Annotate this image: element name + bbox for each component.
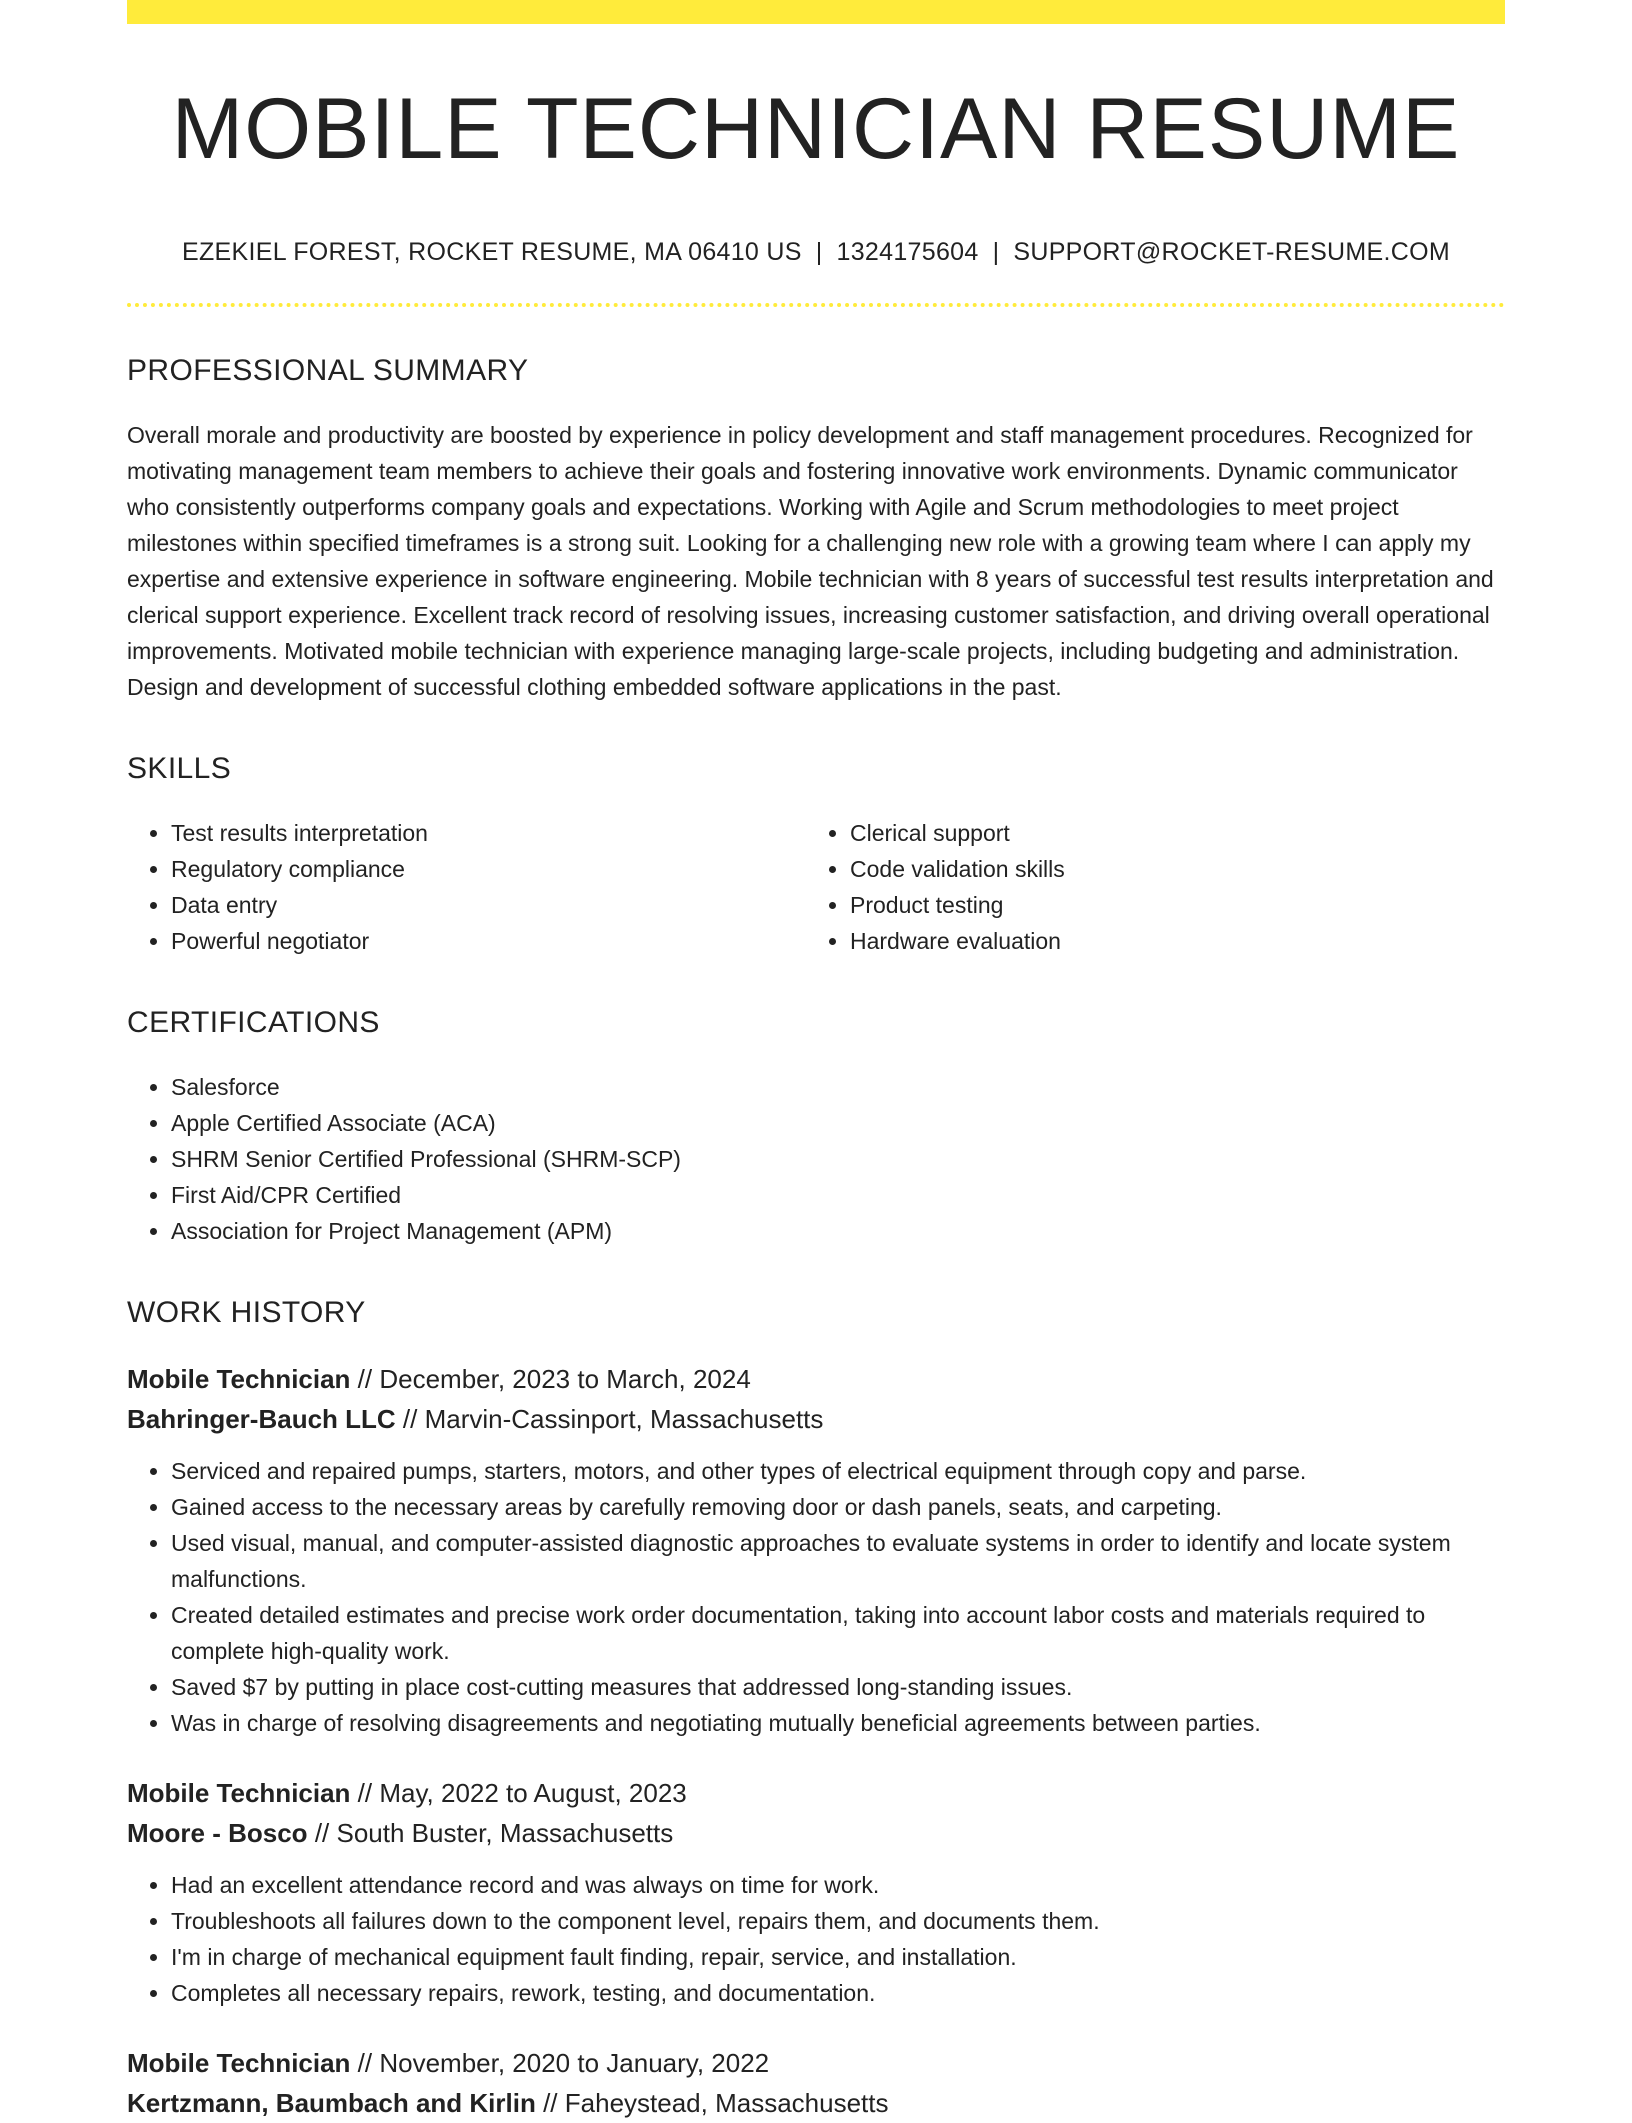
certification-item: • SHRM Senior Certified Professional (SHRM-SCP) [171, 1141, 1505, 1177]
job-separator: // [543, 2087, 558, 2118]
job-entry [127, 2043, 1505, 2123]
job-bullet: • Completes all necessary repairs, rework, testing, and documentation. [171, 1975, 1505, 2011]
job-location: South Buster, Massachusetts [336, 1817, 674, 1848]
work-history-heading: WORK HISTORY [127, 1295, 366, 1329]
job-separator: // [402, 1403, 418, 1434]
certifications-list [127, 1069, 1505, 1249]
skills-list [127, 815, 1505, 959]
job-separator: // [357, 2047, 373, 2078]
resume-title: MOBILE TECHNICIAN RESUME [171, 81, 1461, 177]
job-dates: December, 2023 to March, 2024 [379, 1363, 751, 1394]
job-company: Bahringer-Bauch LLC [127, 1403, 396, 1434]
job-bullet: • Gained access to the necessary areas by carefully removing door or dash panels, seats, and carpeting. [171, 1489, 1505, 1525]
job-company-line [127, 1399, 1505, 1439]
job-title: Mobile Technician [127, 2047, 351, 2078]
job-company: Moore - Bosco [127, 1817, 308, 1848]
job-title-line [127, 2043, 1505, 2083]
top-accent-bar [127, 0, 1505, 24]
contact-email: SUPPORT@ROCKET-RESUME.COM [1013, 237, 1450, 266]
skill-item: • Test results interpretation [171, 815, 806, 851]
skill-item: • Data entry [171, 887, 806, 923]
job-bullet: • Created detailed estimates and precise work order documentation, taking into account labor costs and materials required to complete high-quality work. [171, 1597, 1505, 1669]
job-bullet: • Was in charge of resolving disagreements and negotiating mutually beneficial agreements between parties. [171, 1705, 1505, 1741]
skills-heading: SKILLS [127, 751, 232, 785]
certification-item: • Association for Project Management (APM) [171, 1213, 1505, 1249]
job-bullet: • Troubleshoots all failures down to the component level, repairs them, and documents them. [171, 1903, 1505, 1939]
job-separator: // [314, 1817, 330, 1848]
job-bullet: • Serviced and repaired pumps, starters, motors, and other types of electrical equipment through copy and parse. [171, 1453, 1505, 1489]
job-entry [127, 1359, 1505, 1741]
skill-item: • Powerful negotiator [171, 923, 806, 959]
job-company-line [127, 1813, 1505, 1853]
contact-separator: | [815, 237, 823, 266]
job-title: Mobile Technician [127, 1777, 351, 1808]
job-location: Faheystead, Massachusetts [564, 2087, 889, 2118]
job-bullets [127, 1867, 1505, 2011]
skill-item: • Clerical support [850, 815, 1505, 851]
job-entry [127, 1773, 1505, 2011]
resume-page [127, 0, 1505, 2123]
job-company-line [127, 2083, 1505, 2123]
certification-item: • Salesforce [171, 1069, 1505, 1105]
job-title: Mobile Technician [127, 1363, 351, 1394]
skills-column-left [127, 815, 806, 959]
certification-item: • Apple Certified Associate (ACA) [171, 1105, 1505, 1141]
job-bullet: • Used visual, manual, and computer-assisted diagnostic approaches to evaluate systems in order to identify and locate system malfunctions. [171, 1525, 1505, 1597]
job-bullet: • I'm in charge of mechanical equipment fault finding, repair, service, and installation. [171, 1939, 1505, 1975]
skill-item: • Code validation skills [850, 851, 1505, 887]
job-title-line [127, 1359, 1505, 1399]
certification-item: • First Aid/CPR Certified [171, 1177, 1505, 1213]
job-bullet: • Had an excellent attendance record and was always on time for work. [171, 1867, 1505, 1903]
job-bullets [127, 1453, 1505, 1741]
certifications-heading: CERTIFICATIONS [127, 1005, 380, 1039]
job-bullet: • Saved $7 by putting in place cost-cutting measures that addressed long-standing issues. [171, 1669, 1505, 1705]
job-location: Marvin-Cassinport, Massachusetts [424, 1403, 824, 1434]
job-separator: // [357, 1363, 373, 1394]
skill-item: • Hardware evaluation [850, 923, 1505, 959]
job-title-line [127, 1773, 1505, 1813]
skill-item: • Regulatory compliance [171, 851, 806, 887]
contact-line [127, 237, 1505, 267]
contact-phone: 1324175604 [836, 237, 979, 266]
contact-address: EZEKIEL FOREST, ROCKET RESUME, MA 06410 US [181, 237, 802, 266]
skill-item: • Product testing [850, 887, 1505, 923]
job-dates: May, 2022 to August, 2023 [379, 1777, 687, 1808]
header-divider [127, 303, 1505, 307]
skills-column-right [806, 815, 1505, 959]
job-dates: November, 2020 to January, 2022 [379, 2047, 770, 2078]
summary-heading: PROFESSIONAL SUMMARY [127, 353, 529, 387]
job-separator: // [357, 1777, 373, 1808]
summary-text: Overall morale and productivity are boosted by experience in policy development and staff management procedures. Recognized for motivating management team members to achieve their goals and fostering innovative work environments. Dynamic communicator who consistently outperforms company goals and expectations. Working with Agile and Scrum methodologies to meet project milestones within specified timeframes is a strong suit. Looking for a challenging new role with a growing team where I can apply my expertise and extensive experience in software engineering. Mobile technician with 8 years of successful test results interpretation and clerical support experience. Excellent track record of resolving issues, increasing customer satisfaction, and driving overall operational improvements. Motivated mobile technician with experience managing large-scale projects, including budgeting and administration. Design and development of successful clothing embedded software applications in the past. [127, 421, 1494, 700]
job-company: Kertzmann, Baumbach and Kirlin [127, 2087, 536, 2118]
contact-separator: | [992, 237, 1000, 266]
